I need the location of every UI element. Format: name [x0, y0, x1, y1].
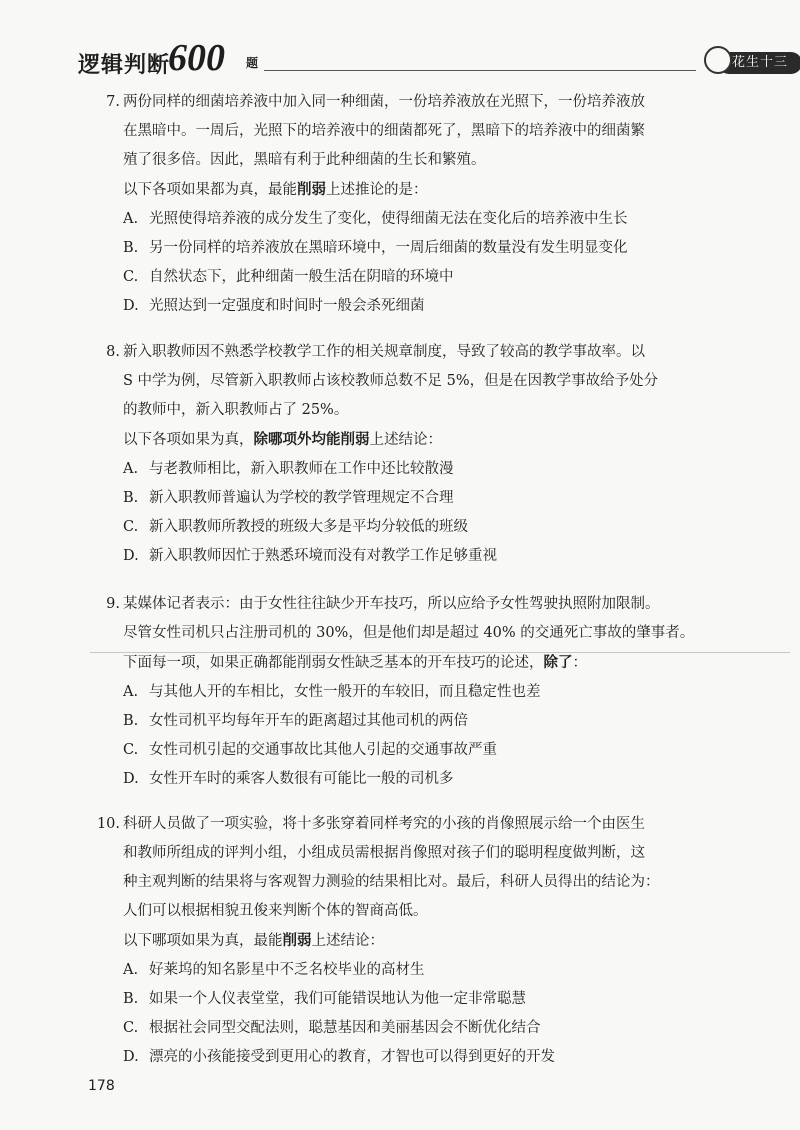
- header-rule: [264, 70, 696, 71]
- option-c: C. 新入职教师所教授的班级大多是平均分较低的班级: [123, 519, 468, 535]
- option-a: A. 光照使得培养液的成分发生了变化，使得细菌无法在变化后的培养液中生长: [123, 211, 628, 227]
- question-stem-line: 7. 两份同样的细菌培养液中加入同一种细菌，一份培养液放在光照下，一份培养液放: [86, 88, 645, 117]
- author-badge-label: 花生十三: [731, 55, 788, 70]
- question-number: 10.: [96, 816, 120, 832]
- question-number: 9.: [106, 596, 120, 612]
- option-a: A. 与老教师相比，新入职教师在工作中还比较散漫: [123, 461, 454, 477]
- question-stem-line: 9. 某媒体记者表示：由于女性往往缺少开车技巧，所以应给予女性驾驶执照附加限制。: [86, 590, 694, 619]
- question-number: 7.: [106, 94, 120, 110]
- question-prompt: 下面每一项，如果正确都能削弱女性缺乏基本的开车技巧的论述，除了：: [123, 654, 587, 671]
- question-7: [86, 88, 645, 321]
- question-stem-line: 8. 新入职教师因不熟悉学校教学工作的相关规章制度，导致了较高的教学事故率。以: [86, 338, 658, 367]
- option-b: B. 如果一个人仪表堂堂，我们可能错误地认为他一定非常聪慧: [123, 991, 526, 1007]
- question-10: [86, 810, 660, 1072]
- question-stem-line: 种主观判断的结果将与客观智力测验的结果相比对。最后，科研人员得出的结论为：: [123, 874, 660, 890]
- option-c: C. 女性司机引起的交通事故比其他人引起的交通事故严重: [123, 742, 497, 758]
- book-title-number: 600: [168, 37, 225, 79]
- question-prompt: 以下各项如果为真，除哪项外均能削弱上述结论：: [123, 431, 442, 448]
- question-stem-line: 10. 科研人员做了一项实验，将十多张穿着同样考究的小孩的肖像照展示给一个由医生: [86, 810, 660, 839]
- book-title: 逻辑判断: [78, 53, 171, 78]
- question-prompt: 以下哪项如果为真，最能削弱上述结论：: [123, 932, 384, 949]
- option-d: D. 光照达到一定强度和时间时一般会杀死细菌: [123, 298, 425, 314]
- question-stem-line: S 中学为例，尽管新入职教师占该校教师总数不足 5%，但是在因教学事故给予处分: [123, 373, 659, 389]
- option-a: A. 与其他人开的车相比，女性一般开的车较旧，而且稳定性也差: [123, 684, 541, 700]
- book-title-suffix: 题: [246, 56, 259, 70]
- question-stem-line: 尽管女性司机只占注册司机的 30%，但是他们却是超过 40% 的交通死亡事故的肇事者。: [123, 625, 695, 641]
- option-b: B. 女性司机平均每年开车的距离超过其他司机的两倍: [123, 713, 468, 729]
- page-number: 178: [88, 1078, 115, 1094]
- option-b: B. 另一份同样的培养液放在黑暗环境中，一周后细菌的数量没有发生明显变化: [123, 240, 628, 256]
- question-stem-line: 人们可以根据相貌丑俊来判断个体的智商高低。: [123, 903, 428, 919]
- option-d: D. 女性开车时的乘客人数很有可能比一般的司机多: [123, 771, 454, 787]
- question-stem-line: 殖了很多倍。因此，黑暗有利于此种细菌的生长和繁殖。: [123, 152, 486, 168]
- option-a: A. 好莱坞的知名影星中不乏名校毕业的高材生: [123, 962, 425, 978]
- question-stem-line: 的教师中，新入职教师占了 25%。: [123, 402, 349, 418]
- page-header: [78, 37, 788, 80]
- question-prompt: 以下各项如果都为真，最能削弱上述推论的是：: [123, 181, 428, 198]
- option-d: D. 新入职教师因忙于熟悉环境而没有对教学工作足够重视: [123, 548, 497, 564]
- author-badge: [704, 48, 800, 76]
- option-d: D. 漂亮的小孩能接受到更用心的教育，才智也可以得到更好的开发: [123, 1049, 555, 1065]
- option-c: C. 自然状态下，此种细菌一般生活在阴暗的环境中: [123, 269, 454, 285]
- question-stem-line: 在黑暗中。一周后，光照下的培养液中的细菌都死了，黑暗下的培养液中的细菌繁: [123, 123, 645, 139]
- question-9: [86, 590, 694, 794]
- badge-circle-icon: [704, 46, 732, 74]
- question-stem-line: 和教师所组成的评判小组，小组成员需根据肖像照对孩子们的聪明程度做判断，这: [123, 845, 645, 861]
- option-c: C. 根据社会同型交配法则，聪慧基因和美丽基因会不断优化结合: [123, 1020, 541, 1036]
- question-8: [86, 338, 658, 571]
- question-number: 8.: [106, 344, 120, 360]
- option-b: B. 新入职教师普遍认为学校的教学管理规定不合理: [123, 490, 454, 506]
